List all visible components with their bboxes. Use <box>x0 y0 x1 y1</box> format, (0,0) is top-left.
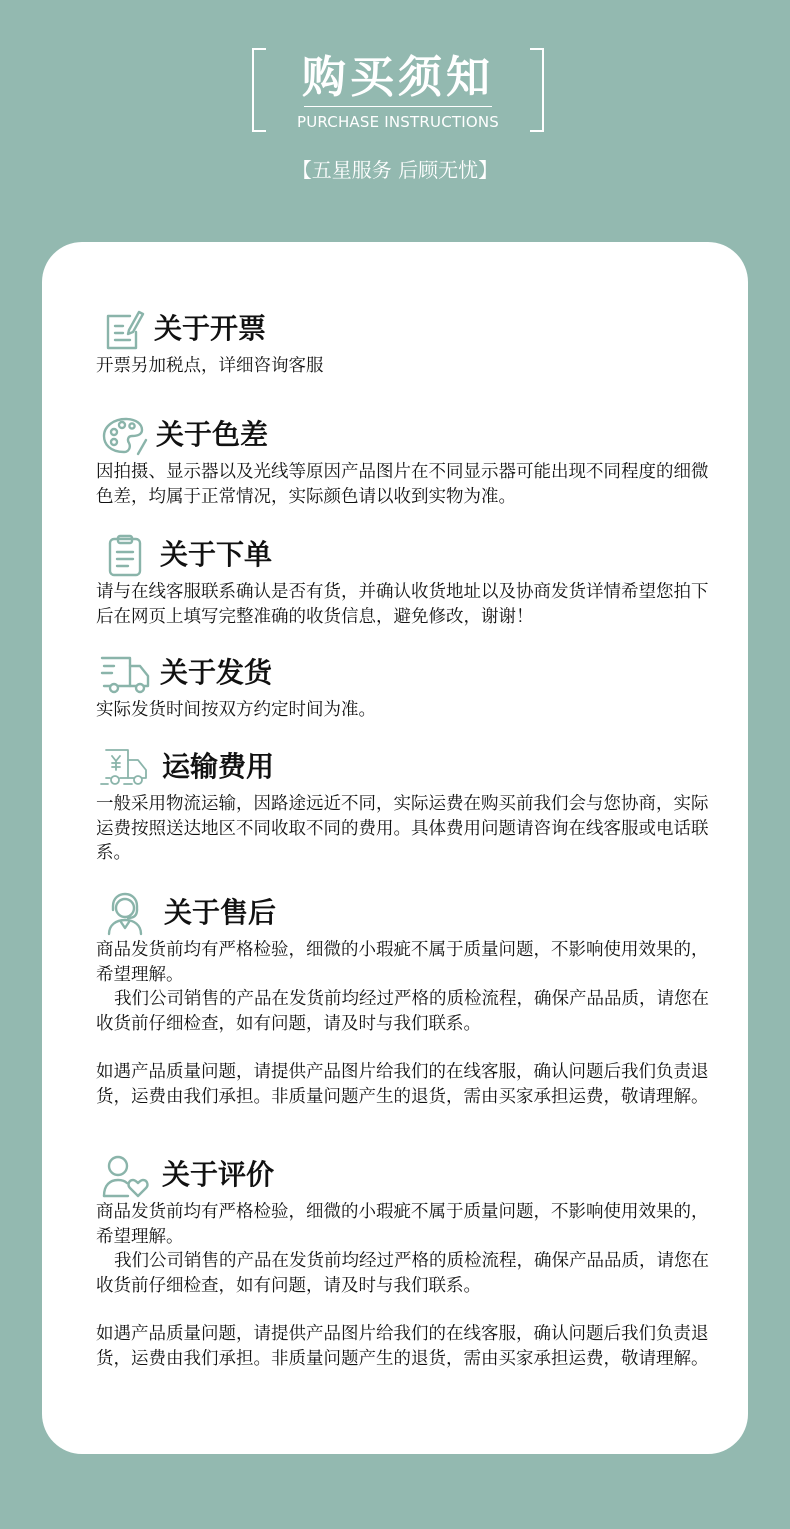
section-title: 关于下单 <box>160 538 273 571</box>
section-body <box>96 938 716 1109</box>
palette-icon <box>100 414 150 458</box>
section-title: 关于售后 <box>164 896 277 929</box>
section-title: 关于评价 <box>162 1158 275 1191</box>
section-header <box>96 652 716 696</box>
section-ordering <box>96 534 716 629</box>
section-header <box>96 1154 716 1198</box>
section-header <box>96 414 716 458</box>
section-paragraph: 商品发货前均有严格检验，细微的小瑕疵不属于质量问题，不影响使用效果的，希望理解。 <box>96 1202 709 1247</box>
section-header <box>96 892 716 936</box>
section-paragraph: 我们公司销售的产品在发货前均经过严格的质检流程，确保产品品质，请您在收货前仔细检查，如有问题，请及时与我们联系。 <box>96 989 709 1034</box>
paragraph-gap <box>96 1036 716 1060</box>
section-title: 运输费用 <box>162 750 275 783</box>
customer-service-icon <box>100 892 150 936</box>
section-color-difference <box>96 414 716 509</box>
section-paragraph: 一般采用物流运输，因路途远近不同，实际运费在购买前我们会与您协商，实际运费按照送达地区不同收取不同的费用。具体费用问题请咨询在线客服或电话联系。 <box>96 794 709 863</box>
section-paragraph: 因拍摄、显示器以及光线等原因产品图片在不同显示器可能出现不同程度的细微色差，均属于正常情况，实际颜色请以收到实物为准。 <box>96 462 709 507</box>
section-header <box>96 534 716 578</box>
section-paragraph: 如遇产品质量问题，请提供产品图片给我们的在线客服，确认问题后我们负责退货，运费由我们承担。非质量问题产生的退货，需由买家承担运费，敬请理解。 <box>96 1062 709 1107</box>
section-title: 关于开票 <box>154 312 267 345</box>
paragraph-gap <box>96 1298 716 1322</box>
clipboard-icon <box>100 534 150 578</box>
title-divider <box>304 106 492 107</box>
section-paragraph: 开票另加税点，详细咨询客服 <box>96 356 324 376</box>
section-shipping <box>96 652 716 723</box>
section-body <box>96 354 716 379</box>
section-title: 关于色差 <box>156 418 269 451</box>
shipping-fee-icon <box>100 746 150 790</box>
section-paragraph: 我们公司销售的产品在发货前均经过严格的质检流程，确保产品品质，请您在收货前仔细检查，如有问题，请及时与我们联系。 <box>96 1251 709 1296</box>
section-reviews <box>96 1154 716 1371</box>
page-subtitle: PURCHASE INSTRUCTIONS <box>296 113 500 131</box>
section-title: 关于发货 <box>160 656 273 689</box>
section-paragraph: 实际发货时间按双方约定时间为准。 <box>96 700 376 720</box>
section-body <box>96 1200 716 1371</box>
section-header <box>96 308 716 352</box>
section-paragraph: 如遇产品质量问题，请提供产品图片给我们的在线客服，确认问题后我们负责退货，运费由我们承担。非质量问题产生的退货，需由买家承担运费，敬请理解。 <box>96 1324 709 1369</box>
user-heart-icon <box>100 1154 150 1198</box>
page-title: 购买须知 <box>302 52 494 103</box>
slogan: 【五星服务 后顾无忧】 <box>291 158 499 182</box>
section-body <box>96 460 716 509</box>
section-after-sales <box>96 892 716 1109</box>
section-header <box>96 746 716 790</box>
page-header <box>0 0 790 240</box>
title-frame <box>252 48 544 130</box>
section-invoice <box>96 308 716 379</box>
section-paragraph: 请与在线客服联系确认是否有货，并确认收货地址以及协商发货详情希望您拍下后在网页上填写完整准确的收货信息，避免修改，谢谢！ <box>96 582 709 627</box>
section-body <box>96 698 716 723</box>
truck-icon <box>100 652 150 696</box>
instructions-card <box>42 242 748 1454</box>
section-body <box>96 792 716 866</box>
invoice-icon <box>100 308 150 352</box>
section-paragraph: 商品发货前均有严格检验，细微的小瑕疵不属于质量问题，不影响使用效果的，希望理解。 <box>96 940 709 985</box>
section-shipping-cost <box>96 746 716 866</box>
section-body <box>96 580 716 629</box>
